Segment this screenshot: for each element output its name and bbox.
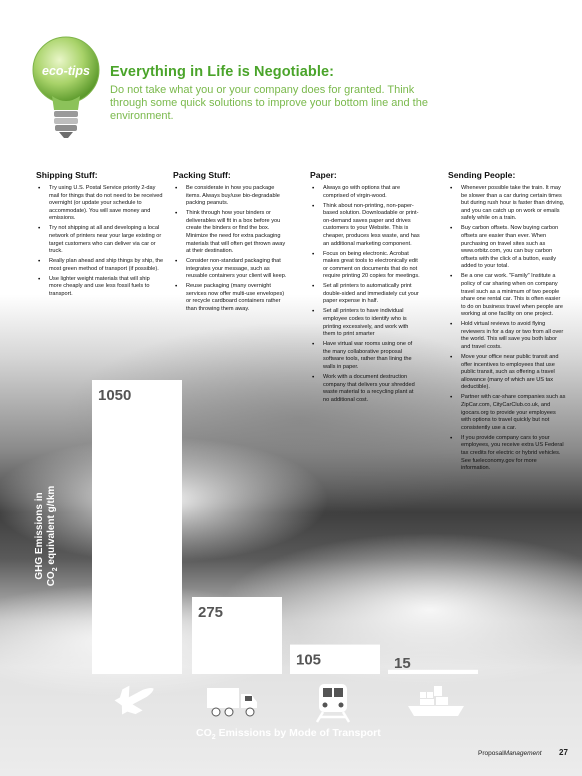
column-heading: Sending People: — [448, 170, 516, 180]
bar-value-label: 275 — [198, 604, 224, 621]
y-label-rest: equivalent g/tkm — [46, 485, 57, 568]
y-label-co: CO — [46, 571, 57, 587]
chart-y-axis-label — [34, 446, 62, 626]
list-item: • Be considerate in how you package items. Always buy/use bio-degradable packing peanuts. — [183, 185, 289, 208]
list-item: • Buy carbon offsets. Now buying carbon offsets are easier than ever. When purchasing on travel sites such as www.orbitz.com, you can buy carbon offsets with the click of a button, easily added to your total. — [458, 225, 566, 271]
list-item: • Hold virtual reviews to avoid flying reviewers in for a day or two from all over the world. This will save you both labor and travel costs. — [458, 321, 566, 351]
list-item: • Think through how your binders or deliverables will fit in a box before you create the binders or find the box. Minimize the need for extra packaging materials that will often get thrown away at their destination. — [183, 210, 289, 256]
list-item: • Focus on being electronic. Acrobat makes great tools to electronically edit or comment on documents that do not require printing 20 copies for meetings. — [320, 251, 420, 281]
column-heading: Shipping Stuff: — [36, 170, 98, 180]
list-item: • Set all printers to automatically print double-sided and immediately cut your paper expense in half. — [320, 283, 420, 306]
page-subtitle: Do not take what you or your company does for granted. Think through some quick solutions to improve your bottom line and the environment. — [110, 84, 428, 122]
x-label-rest: Emissions by Mode of Transport — [215, 727, 381, 739]
list-item: • If you provide company cars to your employees, you receive extra US Federal tax credits for electric or hybrid vehicles. See fueleconomy.gov for more information. — [458, 435, 566, 473]
list-item: • Think about non-printing, non-paper-based solution. Downloadable or print-on-demand saves paper and drives customers to your Website. This is cheaper, produces less waste, and has an additional marketing component. — [320, 203, 420, 249]
list-item: • Always go with options that are comprised of virgin-wood. — [320, 185, 420, 200]
list-item: • Partner with car-share companies such as ZipCar.com, CityCarClub.co.uk, and igocars.org to provide your employees with options to travel quickly but not consistently use a car. — [458, 394, 566, 432]
truck-icon — [205, 682, 259, 720]
list-item: • Really plan ahead and ship things by ship, the most green method of transport (if possible). — [46, 258, 164, 273]
column-heading: Paper: — [310, 170, 337, 180]
airplane-icon — [112, 682, 160, 722]
list-item: • Work with a document destruction company that delivers your shredded waste material to a recycling plant at no additional cost. — [320, 374, 420, 404]
list-item: • Reuse packaging (many overnight services now offer multi-use envelopes) or recycle cardboard containers rather than throwing them away. — [183, 283, 289, 313]
x-label-subscript: 2 — [211, 734, 216, 742]
chart-x-axis-label — [196, 727, 381, 741]
list-item: • Have virtual war rooms using one of the many collaborative proposal software tools, rather than lining the walls in paper. — [320, 341, 420, 371]
bar-plane — [92, 380, 182, 674]
footer-publication — [478, 750, 542, 757]
column-heading: Packing Stuff: — [173, 170, 231, 180]
list-item: • Try not shipping at all and developing a local network of printers near your large existing or target customers who can deliver via car or truck. — [46, 225, 164, 255]
page-number: 27 — [559, 748, 568, 757]
page-title: Everything in Life is Negotiable: — [110, 64, 335, 80]
list-item: • Use lighter weight materials that will ship more cheaply and use less fossil fuels to transport. — [46, 276, 164, 299]
bar-value-label: 105 — [296, 651, 322, 669]
footer-publication-b: Management — [503, 750, 542, 757]
list-item: • Consider non-standard packaging that integrates your message, such as reusable containers your client will keep. — [183, 258, 289, 281]
y-axis-label-line1: GHG Emissions in — [34, 492, 45, 580]
list-item: • Try using U.S. Postal Service priority 2-day mail for things that do not need to be received overnight (or update your schedule to accommodate). You will save money and emissions. — [46, 185, 164, 223]
bar-value-label: 15 — [394, 655, 411, 672]
train-icon — [313, 682, 353, 724]
footer-publication-a: Proposal — [478, 750, 504, 757]
list-item: • Set all printers to have individual employee codes to identify who is printing excessively, and work with them to print smarter — [320, 308, 420, 338]
list-item: • Whenever possible take the train. It may be slower than a car during certain times but during rush hour is faster than driving, and you can catch up on work or emails safely while on a train. — [458, 185, 566, 223]
list-item: • Move your office near public transit and offer incentives to employees that use public transit, such as offering a travel allowance (many of which are US tax deductible). — [458, 354, 566, 392]
list-item: • Be a one car work. "Family" Institute a policy of car sharing when on company travel such as a minimum of two people share one rental car. This is often easier to do on business travel when people are working at one facility on one project. — [458, 273, 566, 319]
eco-tips-badge-text: eco-tips — [42, 64, 90, 78]
y-label-subscript: 2 — [52, 567, 59, 572]
ship-icon — [406, 682, 466, 718]
y-axis-label-line2 — [46, 446, 62, 626]
bar-value-label: 1050 — [98, 387, 132, 404]
x-label-co: CO — [196, 727, 212, 739]
